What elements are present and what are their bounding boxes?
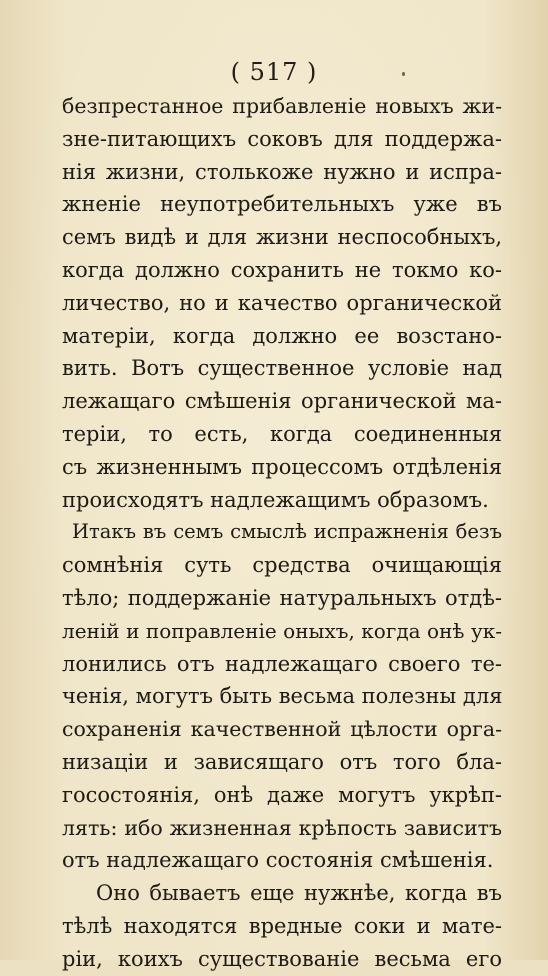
paragraph-start-line: Оно бываетъ еще нужнѣе, когда въ bbox=[96, 881, 502, 906]
text-line: зне-питающихъ соковъ для поддержа- bbox=[62, 126, 502, 151]
text-line: госостоянія, онѣ даже могутъ укрѣп- bbox=[62, 782, 502, 807]
text-line: тѣло; поддержаніе натуральныхъ отдѣ- bbox=[62, 585, 502, 610]
text-line: ріи, коихъ существованіе весьма его bbox=[62, 946, 502, 971]
text-line: лять: ибо жизненная крѣпость зависитъ bbox=[62, 815, 502, 840]
text-line: происходятъ надлежащимъ образомъ. bbox=[62, 487, 489, 512]
text-line: тѣлѣ находятся вредные соки и мате- bbox=[62, 913, 502, 938]
text-line: жненіе неупотребительныхъ уже въ bbox=[62, 192, 502, 217]
text-line: отъ надлежащаго состоянія смѣшенія. bbox=[62, 848, 494, 873]
text-line: личество, но и качество органической bbox=[62, 290, 502, 315]
text-line: когда должно сохранить не токмо ко- bbox=[62, 257, 502, 282]
text-line: нія жизни, столькоже нужно и испра- bbox=[62, 159, 502, 184]
text-line: съ жизненнымъ процессомъ отдѣленія bbox=[62, 454, 502, 479]
text-line: низаціи и зависящаго отъ того бла- bbox=[62, 749, 502, 774]
text-line: теріи, то есть, когда соединенныя bbox=[62, 421, 502, 446]
text-line: лонились отъ надлежащаго своего те- bbox=[62, 651, 502, 676]
text-line: вить. Вотъ существенное условіе над bbox=[62, 356, 502, 381]
text-line: ченія, могутъ быть весьма полезны для bbox=[62, 684, 503, 709]
text-line: сохраненія качественной цѣлости орга- bbox=[62, 717, 502, 742]
page-number: ( 517 ) bbox=[230, 58, 318, 86]
text-line: сомнѣнія суть средства очищающія bbox=[62, 553, 502, 578]
body-text bbox=[62, 90, 502, 976]
text-line: лежащаго смѣшенія органической ма- bbox=[62, 389, 502, 414]
text-line: безпрестанное прибавленіе новыхъ жи- bbox=[62, 94, 502, 118]
paragraph-start-line: Итакъ въ семъ смыслѣ испражненія безъ bbox=[72, 520, 502, 544]
text-line: семъ видѣ и для жизни неспособныхъ, bbox=[62, 225, 502, 250]
ink-speck bbox=[402, 72, 405, 76]
text-line: матеріи, когда должно ее возстано- bbox=[62, 323, 502, 348]
text-line: леній и поправленіе оныхъ, когда онѣ ук- bbox=[62, 618, 502, 643]
